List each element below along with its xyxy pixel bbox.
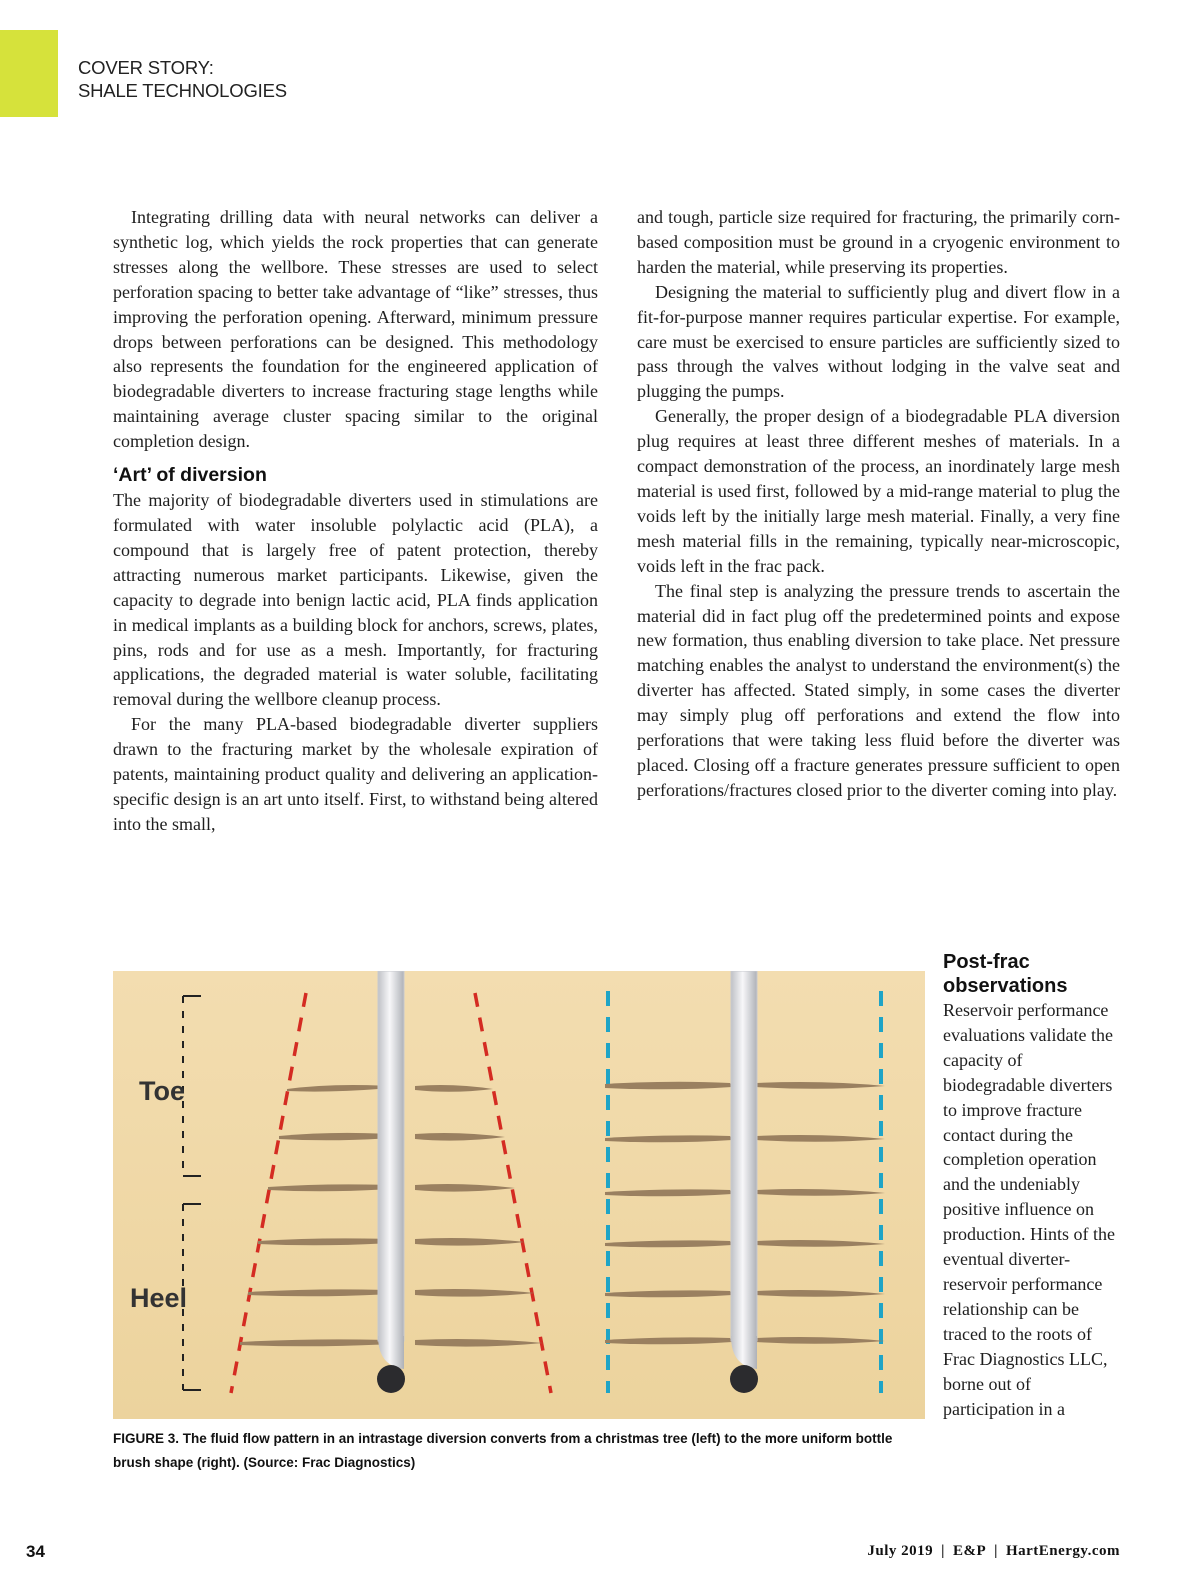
paragraph: and tough, particle size required for fracturing, the primarily corn-based composition must be ground in a cryogenic environment to harden the material, while preserving its properties. bbox=[637, 207, 1120, 277]
footer-separator: | bbox=[994, 1543, 998, 1559]
paragraph: For the many PLA-based biodegradable diverter suppliers drawn to the fracturing market by the wholesale expiration of patents, maintaining product quality and delivering an application-specific design is an art unto itself. First, to withstand being altered into the small, bbox=[113, 714, 598, 834]
article-column-2 bbox=[637, 205, 1120, 803]
subheading-post-frac-observations: Post-frac observations bbox=[943, 951, 1068, 997]
footer-website: HartEnergy.com bbox=[1005, 1543, 1120, 1559]
footer-publication-info bbox=[867, 1543, 1120, 1560]
section-color-tab bbox=[0, 30, 58, 117]
figure-caption: FIGURE 3. The fluid flow pattern in an intrastage diversion converts from a christmas tree (left) to the more uniform bottle brush shape (right). (Source: Frac Diagnostics) bbox=[113, 1431, 893, 1470]
section-label-line2: SHALE TECHNOLOGIES bbox=[78, 80, 287, 101]
paragraph: Integrating drilling data with neural networks can deliver a synthetic log, which yields the rock properties that can generate stresses along the wellbore. These stresses are used to select perforation spacing to better take advantage of “like” stresses, thus improving the perforation opening. Afterward, minimum pressure drops between perforations can be designed. This methodology also represents the foundation for the engineered application of biodegradable diverters to increase fracturing stage lengths while maintaining average cluster spacing similar to the original completion design. bbox=[113, 207, 598, 452]
article-column-3 bbox=[943, 950, 1123, 1421]
wellbore-right bbox=[730, 971, 758, 1393]
subheading-art-of-diversion: ‘Art’ of diversion bbox=[113, 464, 267, 487]
page-number: 34 bbox=[26, 1542, 45, 1561]
footer-date: July 2019 bbox=[867, 1543, 934, 1559]
paragraph: Generally, the proper design of a biodegradable PLA diversion plug requires at least three different meshes of materials. In a compact demonstration of the process, an inordinately large mesh material is used first, followed by a mid-range material to plug the voids left by the initially large mesh material. Finally, a very fine mesh material fills in the remaining, typically near-microscopic, voids left in the frac pack. bbox=[637, 406, 1120, 576]
section-label-line1: COVER STORY: bbox=[78, 57, 214, 78]
wellbore-left bbox=[377, 971, 405, 1393]
footer-magazine: E&P bbox=[952, 1543, 987, 1559]
frac-diagram-svg bbox=[113, 971, 925, 1419]
footer-separator: | bbox=[941, 1543, 945, 1559]
toe-label: Toe bbox=[139, 1076, 185, 1106]
paragraph: Designing the material to sufficiently plug and divert flow in a fit-for-purpose manner requires particular expertise. For example, care must be exercised to ensure particles are sufficiently sized to pass through the valves without lodging in the valve seat and plugging the pumps. bbox=[637, 281, 1120, 402]
paragraph: The final step is analyzing the pressure trends to ascertain the material did in fact plug off the predetermined points and expose new formation, thus enabling diversion to take place. Net pressure matching enables the analyst to understand the environment(s) the diverter has affected. Stated simply, in some cases the diverter may simply plug off perforations and extend the flow into perforations that were taking less fluid before the diverter was placed. Closing off a fracture generates pressure sufficient to open perforations/fractures closed prior to the diverter coming into play. bbox=[637, 580, 1120, 800]
paragraph: Reservoir performance evaluations validate the capacity of biodegradable diverters to improve fracture contact during the completion operation and the undeniably positive influence on production. Hints of the eventual diverter-reservoir performance relationship can be traced to the roots of Frac Diagnostics LLC, borne out of participation in a bbox=[943, 1000, 1115, 1419]
paragraph: The majority of biodegradable diverters used in stimulations are formulated with water insoluble polylactic acid (PLA), a compound that is largely free of patent protection, thereby attracting numerous market participants. Likewise, given the capacity to degrade into benign lactic acid, PLA finds application in medical implants as a building block for anchors, screws, plates, pins, rods and for use as a mesh. Importantly, for fracturing applications, the degraded material is water soluble, facilitating removal during the wellbore cleanup process. bbox=[113, 490, 598, 710]
figure-3-diagram bbox=[113, 971, 925, 1419]
section-label bbox=[78, 56, 287, 102]
heel-label: Heel bbox=[130, 1283, 188, 1313]
article-column-1 bbox=[113, 205, 598, 837]
